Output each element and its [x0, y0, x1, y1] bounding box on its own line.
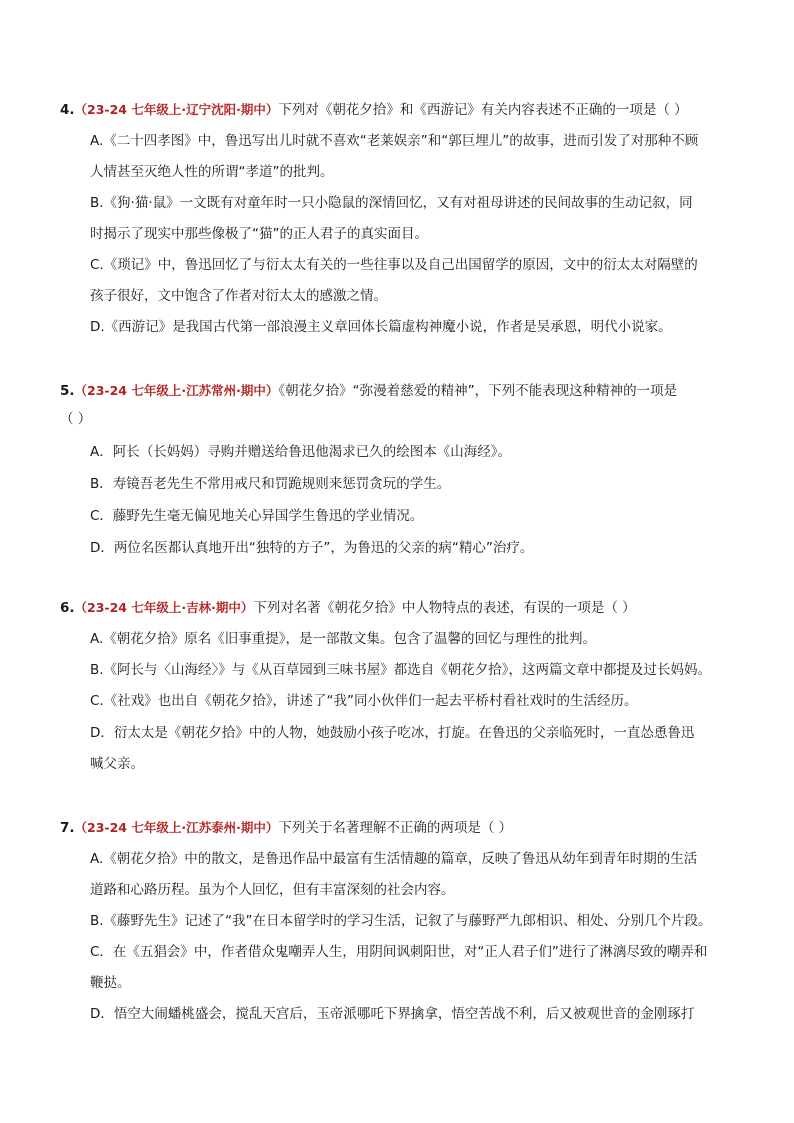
option-b-line-1: B．寿镜吾老先生不常用戒尺和罚跪规则来惩罚贪玩的学生。: [90, 476, 451, 492]
question-number: 7.: [60, 820, 75, 836]
question-stem: [60, 381, 677, 401]
option-c-line-2: 孩子很好，文中饱含了作者对衍太太的感激之情。: [90, 288, 387, 304]
option-d-line-2: 喊父亲。: [90, 756, 144, 772]
question-number: 4.: [60, 102, 75, 118]
option-b-line-1: B.《狗·猫·鼠》一文既有对童年时一只小隐鼠的深情回忆，又有对祖母讲述的民间故事的生动记叙，同: [90, 195, 693, 211]
question-text: 下列对名著《朝花夕拾》中人物特点的表述，有误的一项是（ ）: [253, 600, 636, 616]
question-source: （23-24 七年级上·江苏常州·期中）: [74, 383, 279, 398]
question-source: （23-24 七年级上·辽宁沈阳·期中）: [74, 102, 279, 117]
option-c-line-1: C.《社戏》也出自《朝花夕拾》，讲述了“我”同小伙伴们一起去平桥村看社戏时的生活经历。: [90, 693, 638, 709]
question-stem: [60, 598, 636, 618]
question-number: 5.: [60, 383, 75, 399]
option-a-line-1: A．阿长（长妈妈）寻购并赠送给鲁迅他渴求已久的绘图本《山海经》。: [90, 444, 511, 460]
option-c-line-2: 鞭挞。: [90, 975, 131, 991]
option-a-line-1: A.《朝花夕拾》原名《旧事重提》，是一部散文集。包含了温馨的回忆与理性的批判。: [90, 631, 597, 647]
option-a-line-2: 人情甚至灭绝人性的所谓“孝道”的批判。: [90, 164, 334, 180]
option-a-line-1: A.《朝花夕拾》中的散文，是鲁迅作品中最富有生活情趣的篇章，反映了鲁迅从幼年到青年时期的生活: [90, 851, 698, 867]
question-source: （23-24 七年级上·江苏泰州·期中）: [74, 820, 279, 835]
option-c-line-1: C．藤野先生毫无偏见地关心异国学生鲁迅的学业情况。: [90, 508, 424, 524]
question-text: 下列对《朝花夕拾》和《西游记》有关内容表述不正确的一项是（ ）: [278, 102, 688, 118]
question-stem: [60, 100, 688, 120]
question-stem: [60, 818, 512, 838]
option-d-line-1: D．悟空大闹蟠桃盛会，搅乱天宫后，玉帝派哪吒下界擒拿，悟空苦战不利，后又被观世音的金刚琢打: [90, 1006, 695, 1022]
option-c-line-1: C.《琐记》中，鲁迅回忆了与衍太太有关的一些往事以及自己出国留学的原因，文中的衍太太对隔壁的: [90, 257, 698, 273]
option-a-line-2: 道路和心路历程。虽为个人回忆，但有丰富深刻的社会内容。: [90, 882, 455, 898]
option-b-line-2: 时揭示了现实中那些像极了“猫”的正人君子的真实面目。: [90, 226, 428, 242]
question-text: 《朝花夕拾》“弥漫着慈爱的精神”，下列不能表现这种精神的一项是: [278, 383, 678, 399]
option-c-line-1: C．在《五猖会》中，作者借众鬼嘲弄人生，用阴间讽刺阳世，对“正人君子们”进行了淋漓尽致的嘲弄和: [90, 944, 708, 960]
option-d-line-1: D.《西游记》是我国古代第一部浪漫主义章回体长篇虚构神魔小说，作者是吴承恩，明代小说家。: [90, 319, 672, 335]
question-stem-continued: （ ）: [60, 411, 92, 427]
option-b-line-1: B.《藤野先生》记述了“我”在日本留学时的学习生活，记叙了与藤野严九郎相识、相处、分别几个片段。: [90, 913, 712, 929]
option-d-line-1: D．衍太太是《朝花夕拾》中的人物，她鼓励小孩子吃冰，打旋。在鲁迅的父亲临死时，一直怂恿鲁迅: [90, 725, 695, 741]
option-b-line-1: B.《阿长与〈山海经〉》与《从百草园到三味书屋》都选自《朝花夕拾》，这两篇文章中都提及过长妈妈。: [90, 662, 712, 678]
question-text: 下列关于名著理解不正确的两项是（ ）: [278, 820, 513, 836]
question-source: （23-24 七年级上·吉林·期中）: [74, 600, 254, 615]
question-number: 6.: [60, 600, 75, 616]
option-d-line-1: D．两位名医都认真地开出“独特的方子”，为鲁迅的父亲的病“精心”治疗。: [90, 540, 534, 556]
option-a-line-1: A.《二十四孝图》中，鲁迅写出儿时就不喜欢“老莱娱亲”和“郭巨埋儿”的故事，进而引发了对那种不顾: [90, 133, 699, 149]
